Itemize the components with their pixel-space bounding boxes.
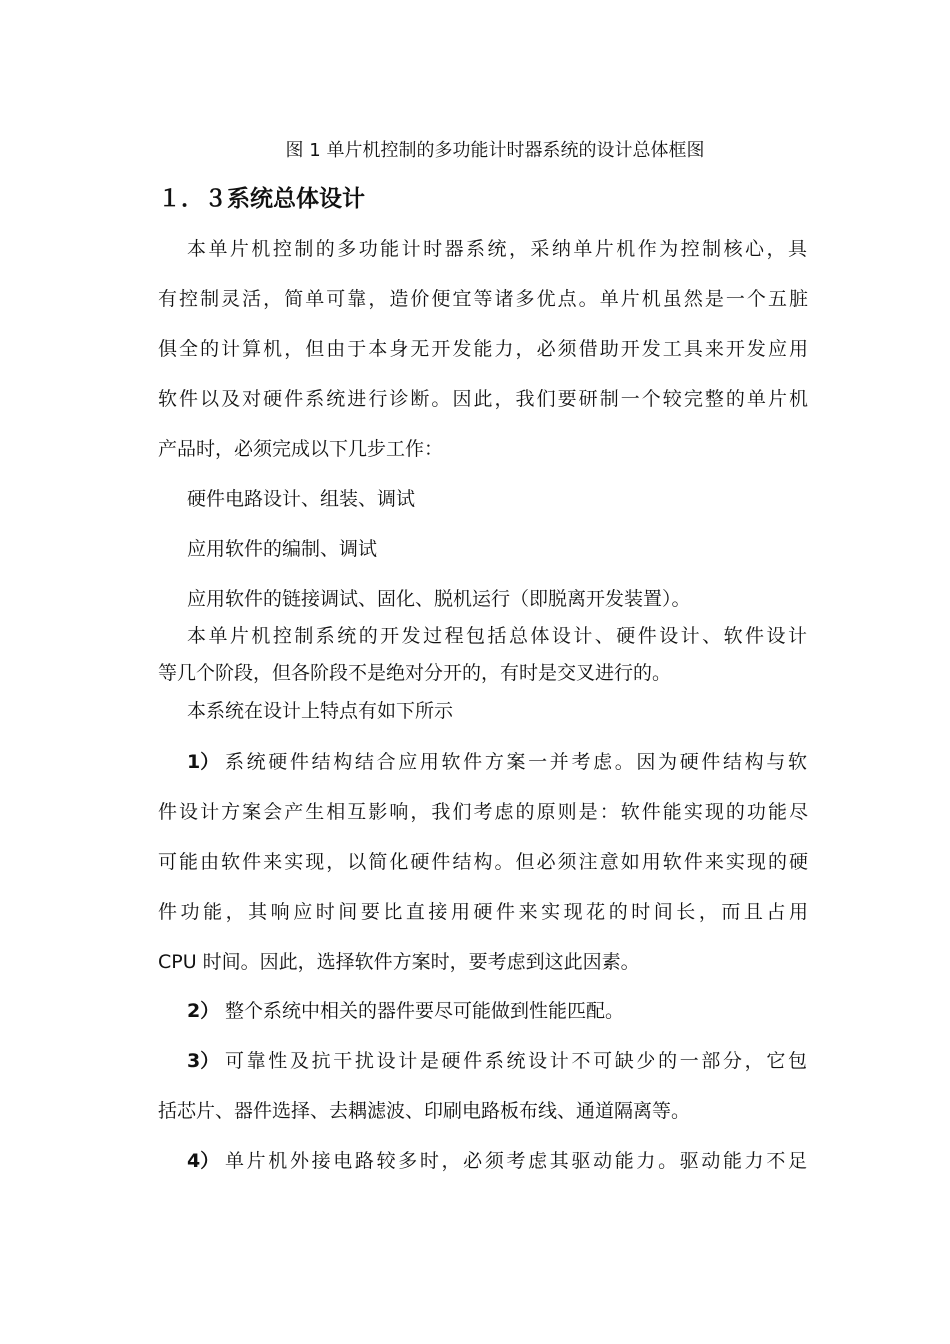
- paragraph-line: 件功能，其响应时间要比直接用硬件来实现花的时间长，而且占用: [158, 901, 808, 923]
- features-intro: 本系统在设计上特点有如下所示: [187, 700, 454, 722]
- paragraph-line: 可能由软件来实现，以简化硬件结构。但必须注意如用软件来实现的硬: [158, 851, 808, 873]
- paragraph-line: 本单片机控制系统的开发过程包括总体设计、硬件设计、软件设计: [187, 625, 807, 647]
- feature-first-line: [187, 749, 807, 775]
- paragraph-line: 软件以及对硬件系统进行诊断。因此，我们要研制一个较完整的单片机: [158, 388, 808, 410]
- feature-number: 2）: [187, 1000, 220, 1022]
- paragraph-line: 括芯片、器件选择、去耦滤波、印刷电路板布线、通道隔离等。: [158, 1100, 691, 1122]
- feature-first-line: [187, 1048, 807, 1074]
- feature-first-line: [187, 998, 807, 1024]
- feature-number: 3）: [187, 1050, 220, 1072]
- paragraph-line: 件设计方案会产生相互影响，我们考虑的原则是：软件能实现的功能尽: [158, 801, 808, 823]
- figure-caption: 图 1 单片机控制的多功能计时器系统的设计总体框图: [285, 140, 705, 161]
- paragraph-line: 单片机外接电路较多时，必须考虑其驱动能力。驱动能力不足: [225, 1150, 807, 1172]
- paragraph-line: 本单片机控制的多功能计时器系统，采纳单片机作为控制核心，具: [187, 238, 807, 260]
- paragraph-line: 产品时，必须完成以下几步工作：: [158, 438, 444, 460]
- paragraph-line: CPU 时间。因此，选择软件方案时，要考虑到这此因素。: [158, 951, 640, 973]
- paragraph-line: 整个系统中相关的器件要尽可能做到性能匹配。: [225, 1000, 625, 1022]
- paragraph-line: 系统硬件结构结合应用软件方案一并考虑。因为硬件结构与软: [225, 751, 807, 773]
- list-item: 应用软件的链接调试、固化、脱机运行（即脱离开发装置）。: [187, 588, 691, 610]
- feature-number: 4）: [187, 1150, 220, 1172]
- section-heading: １．３系统总体设计: [158, 185, 365, 212]
- paragraph-line: 可靠性及抗干扰设计是硬件系统设计不可缺少的一部分，它包: [225, 1050, 807, 1072]
- list-item: 应用软件的编制、调试: [187, 538, 378, 560]
- paragraph-line: 有控制灵活，简单可靠，造价便宜等诸多优点。单片机虽然是一个五脏: [158, 288, 808, 310]
- feature-number: 1）: [187, 751, 220, 773]
- list-item: 硬件电路设计、组装、调试: [187, 488, 416, 510]
- feature-first-line: [187, 1148, 807, 1174]
- paragraph-line: 俱全的计算机，但由于本身无开发能力，必须借助开发工具来开发应用: [158, 338, 808, 360]
- paragraph-line: 等几个阶段，但各阶段不是绝对分开的，有时是交叉进行的。: [158, 662, 672, 684]
